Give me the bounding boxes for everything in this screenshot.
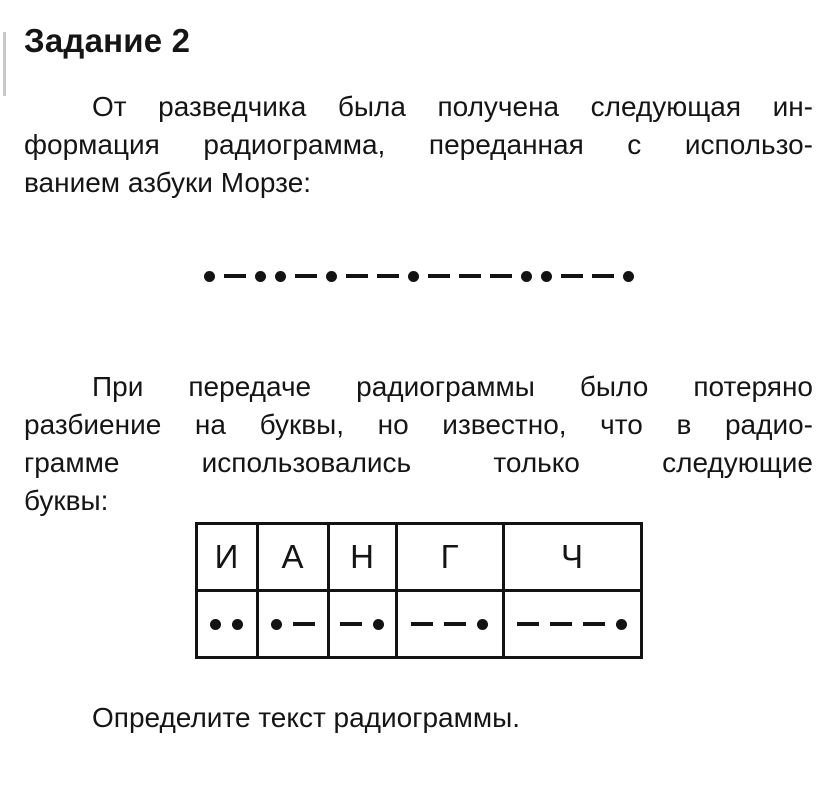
condition-line-1: При передаче радиограммы было потеряно <box>92 371 813 402</box>
morse-dash <box>293 622 315 626</box>
accent-bar <box>3 32 6 96</box>
table-row-letters <box>196 524 641 591</box>
morse-code-a <box>259 592 327 656</box>
morse-dash <box>583 622 605 626</box>
task-document <box>0 21 837 737</box>
condition-paragraph <box>24 368 813 520</box>
morse-dot <box>275 271 286 282</box>
morse-dot <box>271 619 282 630</box>
code-cell-a <box>257 591 328 658</box>
intro-paragraph <box>24 88 813 202</box>
morse-dash <box>561 274 583 278</box>
morse-dot <box>204 271 215 282</box>
morse-dot <box>408 271 419 282</box>
morse-code-ch <box>505 592 640 656</box>
morse-dot <box>255 271 266 282</box>
page-title: Задание 2 <box>24 22 191 59</box>
letter-cell-n: Н <box>328 524 396 591</box>
morse-dash <box>428 274 450 278</box>
morse-dot <box>623 271 634 282</box>
morse-dot <box>616 619 627 630</box>
morse-dash <box>346 274 368 278</box>
letter-cell-g: Г <box>396 524 503 591</box>
morse-dot <box>477 619 488 630</box>
morse-code-n <box>330 592 395 656</box>
morse-dot <box>232 619 243 630</box>
condition-line-3: грамме использовались только следующие <box>24 447 813 478</box>
radiogram-morse-sequence <box>24 270 813 282</box>
letter-cell-a: А <box>257 524 328 591</box>
code-cell-ch <box>503 591 641 658</box>
letter-cell-i: И <box>196 524 257 591</box>
question-text: Определите текст радиограммы. <box>92 702 520 733</box>
morse-dash <box>340 622 362 626</box>
morse-dot <box>521 271 532 282</box>
code-cell-n <box>328 591 396 658</box>
morse-dash <box>459 274 481 278</box>
morse-code-i <box>198 592 256 656</box>
code-cell-i <box>196 591 257 658</box>
morse-dash <box>517 622 539 626</box>
morse-code-g <box>398 592 502 656</box>
intro-line-2: формация радиограмма, переданная с использо- <box>24 129 813 160</box>
condition-line-2: разбиение на буквы, но известно, что в радио- <box>24 409 813 440</box>
morse-dash <box>444 622 466 626</box>
letter-cell-ch: Ч <box>503 524 641 591</box>
intro-line-1: От разведчика была получена следующая ин- <box>92 91 813 122</box>
code-cell-g <box>396 591 503 658</box>
morse-dash <box>490 274 512 278</box>
morse-dot <box>210 619 221 630</box>
morse-dash <box>592 274 614 278</box>
morse-dash <box>411 622 433 626</box>
morse-dash <box>295 274 317 278</box>
morse-dot <box>373 619 384 630</box>
morse-dot <box>541 271 552 282</box>
morse-dash <box>377 274 399 278</box>
morse-dash <box>550 622 572 626</box>
morse-dash <box>224 274 246 278</box>
morse-dot <box>326 271 337 282</box>
intro-line-3: ванием азбуки Морзе: <box>24 167 312 198</box>
condition-line-4: буквы: <box>24 485 109 516</box>
morse-letters-table <box>195 522 643 659</box>
table-row-codes <box>196 591 641 658</box>
